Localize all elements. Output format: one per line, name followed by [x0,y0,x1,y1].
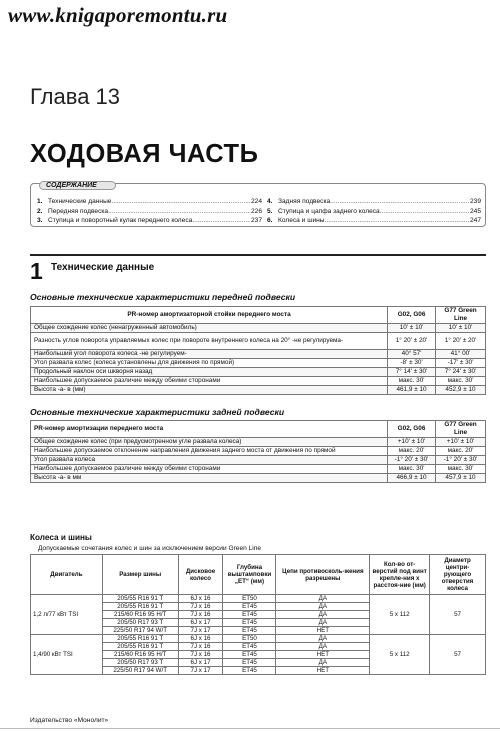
column-header: G77 Green Line [436,307,486,324]
column-header: Кол-во от-верстий под винт крепле-ния х расстоя-ние (мм) [370,555,430,595]
table-cell: +10' ± 10' [436,438,486,447]
toc-entry[interactable] [267,207,481,217]
engine-cell: 1,4/90 кВт TSI [31,635,103,675]
table-row [31,324,486,333]
toc-dot-leader [108,207,250,217]
table-row [31,595,486,603]
table-row [31,368,486,377]
table-cell: Высота -a- в мм [31,474,388,483]
table-cell: 10' ± 10' [436,324,486,333]
toc-entry-page: 247 [469,217,481,224]
column-header: Размер шины [102,555,178,595]
toc-entry[interactable] [37,216,262,226]
table-cell: макс. 30' [436,377,486,386]
center-bore-cell: 57 [430,595,486,635]
table-cell: -1° 20' ± 30' [436,456,486,465]
table-cell: Общее схождение колес (при предусмотренном угле развала колеса) [31,438,388,447]
table-cell: 7J x 16 [178,651,223,659]
table-row [31,465,486,474]
column-header: PR-номер амортизаторной стойки переднего моста [31,307,388,324]
table-cell: 205/50 R17 93 T [102,619,178,627]
footer-divider [0,728,500,729]
table-row [31,635,486,643]
toc-entry-page: 224 [250,198,262,205]
table-cell: 452,9 ± 10 [436,386,486,395]
table-cell: 205/55 R16 91 T [102,603,178,611]
table-cell: 7J x 17 [178,667,223,675]
table-cell: 41° 00' [436,350,486,359]
table-cell: ДА [276,595,370,603]
bolt-pattern-cell: 5 x 112 [370,635,430,675]
table-cell: 225/50 R17 94 W/T [102,627,178,635]
section-number: 1 [30,258,43,284]
table-cell: ET45 [223,611,276,619]
toc-entry-page: 237 [250,217,262,224]
table-cell: 6J x 16 [178,595,223,603]
table-cell: ET45 [223,627,276,635]
table-cell: -17' ± 30' [436,359,486,368]
table-cell: 6J x 16 [178,635,223,643]
table-cell: 215/60 R16 95 H/T [102,611,178,619]
toc-left-column [37,197,262,226]
table-cell: 225/50 R17 94 W/T [102,667,178,675]
toc-dot-leader [192,216,250,226]
table-cell: 6J x 17 [178,619,223,627]
column-header: Дисковое колесо [178,555,223,595]
table-cell: +10' ± 10' [388,438,436,447]
table-cell: 10' ± 10' [388,324,436,333]
table-row [31,447,486,456]
table-cell: ET50 [223,635,276,643]
table-row [31,333,486,350]
table-cell: Высота -a- в (мм) [31,386,388,395]
table-cell: ДА [276,611,370,619]
table-cell: 215/60 R16 95 H/T [102,651,178,659]
table-cell: Наибольшее допускаемое различие между обеими сторонами [31,377,388,386]
column-header: Цепи противосколь-жения разрешены [276,555,370,595]
table-cell: макс. 30' [388,465,436,474]
table-cell: ET50 [223,595,276,603]
table-row [31,359,486,368]
table-cell: 7J x 16 [178,643,223,651]
chapter-title: ХОДОВАЯ ЧАСТЬ [30,138,259,168]
tires-note: Допускаемые сочетания колес и шин за исключением версии Green Line [38,545,262,552]
engine-cell: 1,2 л/77 кВт TSI [31,595,103,635]
table-cell: ДА [276,635,370,643]
table-cell: Угол развала колес (колеса установлены для движения по прямой) [31,359,388,368]
toc-entry-title: Технические данные [48,198,112,205]
toc-entry-page: 239 [469,198,481,205]
toc-entry-title: Передняя подвеска [48,207,109,215]
table-cell: 7J x 16 [178,603,223,611]
table-cell: 466,9 ± 10 [388,474,436,483]
table-cell: ДА [276,619,370,627]
table-cell: Угол развала колеса [31,456,388,465]
rear-suspension-heading: Основные технические характеристики задней подвески [30,407,285,417]
table-cell: 457,9 ± 10 [436,474,486,483]
table-row [31,386,486,395]
table-cell: 205/55 R16 91 T [102,635,178,643]
toc-label: СОДЕРЖАНИЕ [39,181,116,190]
table-cell: Общее схождение колес (ненагруженный автомобиль) [31,324,388,333]
toc-right-column [267,197,481,226]
table-row [31,438,486,447]
column-header: G77 Green Line [436,421,486,438]
rear-suspension-table [30,420,486,483]
column-header: G02, G06 [388,307,436,324]
toc-entry-title: Ступица и цапфа заднего колеса [278,207,380,215]
table-cell: 7J x 17 [178,627,223,635]
toc-dot-leader [325,216,469,226]
table-cell: макс. 20' [436,447,486,456]
front-suspension-table [30,306,486,395]
table-cell: -1° 20' ± 30' [388,456,436,465]
table-cell: ET45 [223,651,276,659]
toc-entry-number: 1. [37,198,43,205]
table-cell: НЕТ [276,627,370,635]
table-cell: ET45 [223,659,276,667]
table-cell: 7° 14' ± 30' [388,368,436,377]
table-cell: 1° 20' ± 20' [436,333,486,350]
table-cell: НЕТ [276,651,370,659]
toc-entry[interactable] [37,207,262,217]
column-header: Глубина выштамповки „ET“ (мм) [223,555,276,595]
toc-dot-leader [380,207,469,217]
toc-entry-page: 245 [469,207,481,215]
tires-heading: Колеса и шины [30,533,92,542]
table-cell: НЕТ [276,667,370,675]
table-cell: Продольный наклон оси шкворня назад [31,368,388,377]
table-cell: 205/55 R16 91 T [102,643,178,651]
toc-entry-number: 4. [267,198,273,205]
table-cell: ET45 [223,603,276,611]
table-cell: Наибольшее допускаемое различие между обеими сторонами [31,465,388,474]
table-header-row [31,307,486,324]
table-row [31,474,486,483]
section-header [30,254,486,284]
publisher-footer: Издательство «Монолит» [30,717,109,724]
table-cell: 461,9 ± 10 [388,386,436,395]
toc-entry-title: Ступица и поворотный кулак переднего колеса [48,217,193,224]
table-cell: 7° 24' ± 30' [436,368,486,377]
table-cell: 7J x 16 [178,611,223,619]
toc-entry-page: 226 [250,207,262,215]
table-row [31,350,486,359]
table-cell: ET45 [223,619,276,627]
table-cell: 205/50 R17 93 T [102,659,178,667]
table-row [31,377,486,386]
toc-dot-leader [330,197,469,207]
column-header: Двигатель [31,555,103,595]
table-cell: ДА [276,643,370,651]
table-cell: 1° 20' ± 20' [388,333,436,350]
chapter-number: Глава 13 [30,84,121,109]
table-of-contents [30,183,486,227]
toc-entry[interactable] [267,197,481,207]
toc-entry[interactable] [37,197,262,207]
table-cell: ET45 [223,643,276,651]
center-bore-cell: 57 [430,635,486,675]
table-cell: 205/55 R16 91 T [102,595,178,603]
toc-entry-number: 2. [37,207,43,215]
table-row [31,456,486,465]
toc-dot-leader [111,197,250,207]
toc-entry-title: Колеса и шины [278,217,325,224]
table-cell: 6J x 17 [178,659,223,667]
column-header: G02, G06 [388,421,436,438]
column-header: Диаметр центри-рующего отверстия колеса [430,555,486,595]
table-cell: ET45 [223,667,276,675]
table-cell: Наибольшее допускаемое отклонение направления движения заднего моста от движения по прямой [31,447,388,456]
front-suspension-heading: Основные технические характеристики передней подвески [30,292,296,302]
bolt-pattern-cell: 5 x 112 [370,595,430,635]
table-cell: -8' ± 30' [388,359,436,368]
toc-entry[interactable] [267,216,481,226]
tires-table [30,554,486,675]
section-title: Технические данные [51,262,155,273]
table-header-row [31,555,486,595]
toc-entry-number: 5. [267,207,273,215]
table-cell: Наибольший угол поворота колеса -не регулируем- [31,350,388,359]
toc-entry-number: 3. [37,217,43,224]
toc-entry-number: 6. [267,217,273,224]
table-cell: ДА [276,603,370,611]
table-header-row [31,421,486,438]
table-cell: Разность углов поворота управляемых колес при повороте внутреннего колеса на 20° -не регулируема- [31,333,388,350]
site-watermark: www.knigaporemontu.ru [8,3,228,27]
column-header: PR-номер амортизации переднего моста [31,421,388,438]
table-cell: 40° 57' [388,350,436,359]
table-cell: ДА [276,659,370,667]
table-cell: макс. 20' [388,447,436,456]
toc-entry-title: Задняя подвеска [278,198,331,205]
table-cell: макс. 30' [388,377,436,386]
table-cell: макс. 30' [436,465,486,474]
